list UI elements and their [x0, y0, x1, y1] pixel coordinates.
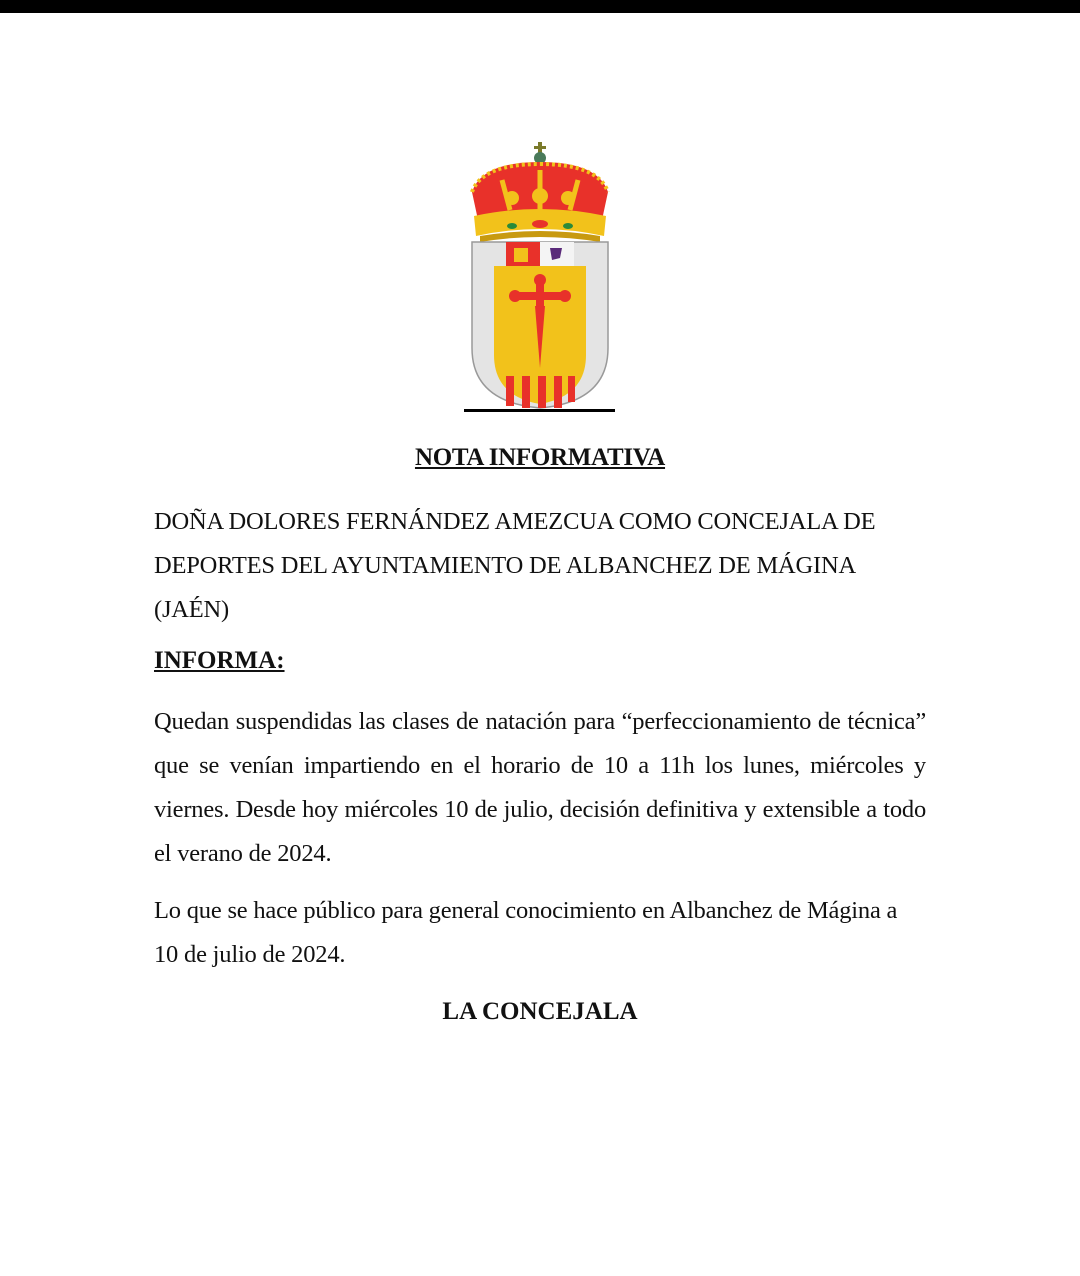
coat-of-arms-icon: [462, 140, 618, 415]
top-black-bar: [0, 0, 1080, 13]
document-title: NOTA INFORMATIVA: [414, 444, 666, 471]
signature: LA CONCEJALA: [442, 998, 638, 1025]
header-text: DOÑA DOLORES FERNÁNDEZ AMEZCUA COMO CONCEJALA DE DEPORTES DEL AYUNTAMIENTO DE ALBANCHEZ DE MÁGINA (JAÉN): [154, 508, 876, 623]
body-paragraph-2: Lo que se hace público para general conocimiento en Albanchez de Mágina a 10 de julio de 2024.: [154, 897, 898, 968]
crest-underline: [464, 409, 615, 412]
crown-icon: [472, 142, 608, 242]
informa-label: INFORMA:: [154, 647, 285, 674]
body-paragraph-1: Quedan suspendidas las clases de natación para “perfeccionamiento de técnica” que se venían impartiendo en el horario de 10 a 11h los lunes, miércoles y viernes. Desde hoy miércoles 10 de julio, decisión definitiva y extensible a todo el verano de 2024.: [154, 708, 926, 867]
